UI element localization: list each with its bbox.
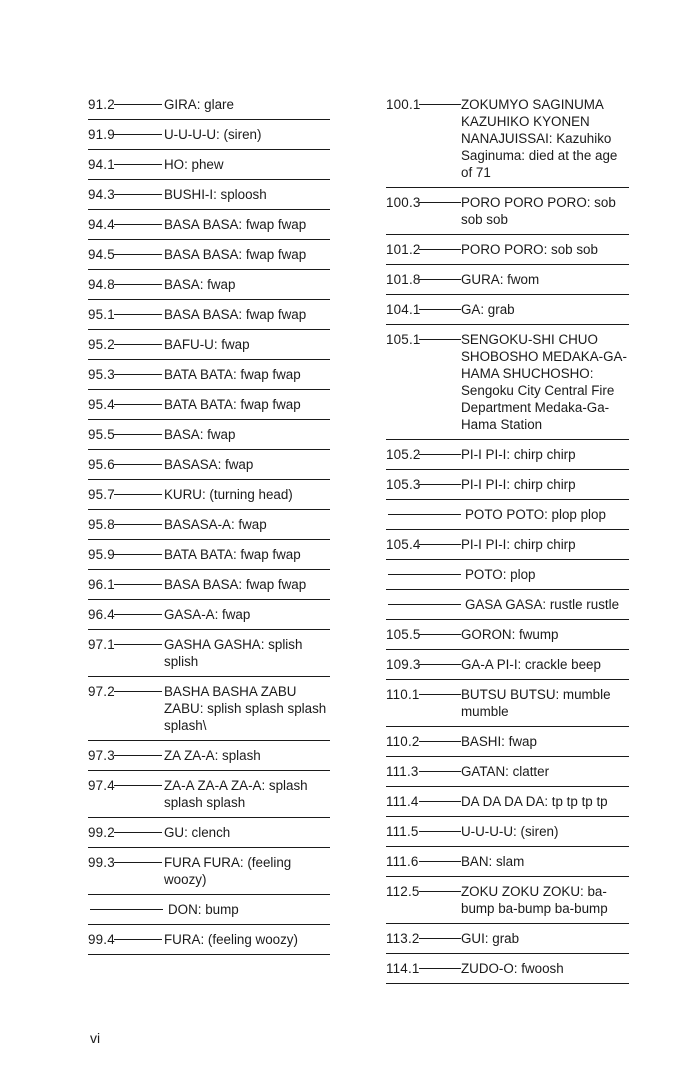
sound-effect-translation: BASA: fwap (164, 427, 236, 442)
panel-reference: 95.2 (88, 337, 115, 352)
panel-reference: 94.8 (88, 277, 115, 292)
panel-reference: 97.4 (88, 778, 115, 793)
sound-effect-translation: PORO PORO PORO: sob sob sob (461, 195, 616, 227)
sound-effect-translation: GASA-A: fwap (164, 607, 251, 622)
panel-reference: 111.5 (386, 824, 419, 839)
leader-line (114, 785, 162, 786)
sound-effect-translation: U-U-U-U: (siren) (461, 824, 559, 839)
glossary-entry (88, 540, 330, 570)
glossary-entry (88, 420, 330, 450)
sound-effect-translation: ZA ZA-A: splash (164, 748, 261, 763)
leader-line (114, 404, 162, 405)
glossary-entry (88, 360, 330, 390)
panel-reference: 95.5 (88, 427, 115, 442)
panel-reference: 95.7 (88, 487, 115, 502)
sound-effect-translation: PI-I PI-I: chirp chirp (461, 447, 576, 462)
sound-effect-translation: BATA BATA: fwap fwap (164, 367, 301, 382)
leader-line (114, 164, 162, 165)
leader-line (114, 254, 162, 255)
glossary-entry (386, 757, 629, 787)
leader-line (419, 861, 461, 862)
glossary-entry (88, 570, 330, 600)
leader-line (114, 104, 162, 105)
leader-line (114, 755, 162, 756)
glossary-entry (386, 650, 629, 680)
leader-line (388, 514, 461, 515)
sound-effect-translation: BASHI: fwap (461, 734, 537, 749)
leader-line (419, 741, 461, 742)
leader-line (114, 494, 162, 495)
sound-effect-translation: GASA GASA: rustle rustle (465, 597, 620, 612)
glossary-entry (386, 500, 629, 530)
leader-line (114, 939, 162, 940)
sound-effect-translation: GATAN: clatter (461, 764, 550, 779)
sound-effect-translation: GUI: grab (461, 931, 520, 946)
sound-effect-translation: BASA BASA: fwap fwap (164, 217, 307, 232)
leader-line (114, 832, 162, 833)
sound-effect-translation: ZOKU ZOKU ZOKU: ba-bump ba-bump ba-bump (461, 884, 608, 916)
panel-reference: 104.1 (386, 302, 421, 317)
glossary-entry (88, 300, 330, 330)
sound-effect-translation: BASA BASA: fwap fwap (164, 247, 307, 262)
glossary-entry (386, 188, 629, 235)
glossary-entry (88, 895, 330, 925)
sound-effect-translation: BASASA-A: fwap (164, 517, 267, 532)
sound-effect-translation: ZOKUMYO SAGINUMA KAZUHIKO KYONEN NANAJUISSAI: Kazuhiko Saginuma: died at the age of 71 (461, 97, 618, 180)
leader-line (114, 344, 162, 345)
sound-effect-translation: ZA-A ZA-A ZA-A: splash splash splash (164, 778, 308, 810)
sound-effect-translation: FURA: (feeling woozy) (164, 932, 298, 947)
sound-effect-translation: HO: phew (164, 157, 224, 172)
sound-effect-translation: GU: clench (164, 825, 231, 840)
sound-effect-translation: POTO: plop (465, 567, 536, 582)
leader-line (419, 309, 461, 310)
leader-line (114, 374, 162, 375)
leader-line (388, 574, 461, 575)
panel-reference: 110.1 (386, 687, 420, 702)
panel-reference: 113.2 (386, 931, 420, 946)
glossary-entry (88, 390, 330, 420)
glossary-entry (88, 270, 330, 300)
leader-line (90, 909, 163, 910)
panel-reference: 94.5 (88, 247, 115, 262)
glossary-entry (88, 330, 330, 360)
leader-line (114, 614, 162, 615)
leader-line (114, 464, 162, 465)
panel-reference: 111.3 (386, 764, 419, 779)
glossary-entry (88, 600, 330, 630)
panel-reference: 96.1 (88, 577, 115, 592)
leader-line (114, 314, 162, 315)
sound-effect-translation: DA DA DA DA: tp tp tp tp (461, 794, 608, 809)
leader-line (114, 644, 162, 645)
page-number: vi (90, 1030, 101, 1046)
panel-reference: 91.2 (88, 97, 115, 112)
sound-effect-translation: PI-I PI-I: chirp chirp (461, 537, 576, 552)
glossary-entry (386, 620, 629, 650)
leader-line (114, 194, 162, 195)
glossary-entry (386, 235, 629, 265)
glossary-entry (386, 680, 629, 727)
panel-reference: 100.3 (386, 195, 421, 210)
leader-line (114, 584, 162, 585)
panel-reference: 91.9 (88, 127, 115, 142)
glossary-entry (88, 677, 330, 741)
panel-reference: 97.3 (88, 748, 115, 763)
panel-reference: 111.4 (386, 794, 419, 809)
panel-reference: 95.4 (88, 397, 115, 412)
leader-line (419, 484, 461, 485)
leader-line (419, 454, 461, 455)
sound-effect-translation: BAN: slam (461, 854, 525, 869)
sound-effect-translation: GA: grab (461, 302, 515, 317)
sound-effect-translation: BASA: fwap (164, 277, 236, 292)
panel-reference: 114.1 (386, 961, 420, 976)
sound-effect-translation: PI-I PI-I: chirp chirp (461, 477, 576, 492)
leader-line (419, 664, 461, 665)
panel-reference: 94.4 (88, 217, 115, 232)
panel-reference: 95.6 (88, 457, 115, 472)
sound-effect-translation: ZUDO-O: fwoosh (461, 961, 564, 976)
glossary-entry (88, 818, 330, 848)
sound-effect-translation: GASHA GASHA: splish splish (164, 637, 303, 669)
panel-reference: 99.3 (88, 855, 115, 870)
leader-line (419, 544, 461, 545)
sound-effect-translation: BASA BASA: fwap fwap (164, 577, 307, 592)
glossary-entry (88, 480, 330, 510)
panel-reference: 99.2 (88, 825, 115, 840)
glossary-entry (88, 120, 330, 150)
panel-reference: 105.1 (386, 332, 421, 347)
sound-effect-translation: U-U-U-U: (siren) (164, 127, 262, 142)
glossary-entry (88, 90, 330, 120)
panel-reference: 95.8 (88, 517, 115, 532)
glossary-entry (386, 817, 629, 847)
panel-reference: 105.5 (386, 627, 421, 642)
glossary-entry (386, 560, 629, 590)
leader-line (419, 694, 461, 695)
glossary-entry (386, 295, 629, 325)
panel-reference: 94.1 (88, 157, 115, 172)
sound-effect-translation: KURU: (turning head) (164, 487, 293, 502)
sound-effect-translation: GURA: fwom (461, 272, 540, 287)
leader-line (419, 634, 461, 635)
sound-effect-translation: BUTSU BUTSU: mumble mumble (461, 687, 611, 719)
sound-effect-translation: GA-A PI-I: crackle beep (461, 657, 601, 672)
glossary-entry (386, 954, 629, 984)
glossary-entry (386, 530, 629, 560)
glossary-entry (88, 150, 330, 180)
glossary-entry (386, 727, 629, 757)
glossary-entry (88, 210, 330, 240)
sound-effect-translation: POTO POTO: plop plop (465, 507, 606, 522)
leader-line (114, 434, 162, 435)
glossary-entry (386, 787, 629, 817)
glossary-entry (88, 925, 330, 955)
panel-reference: 96.4 (88, 607, 115, 622)
right-column (386, 90, 629, 984)
glossary-entry (88, 741, 330, 771)
sound-effect-translation: BASHA BASHA ZABU ZABU: splish splash splash splash\ (164, 684, 327, 733)
leader-line (419, 968, 461, 969)
leader-line (419, 771, 461, 772)
glossary-entry (88, 180, 330, 210)
sound-effect-translation: BASA BASA: fwap fwap (164, 307, 307, 322)
leader-line (114, 224, 162, 225)
leader-line (388, 604, 461, 605)
leader-line (419, 104, 461, 105)
leader-line (419, 938, 461, 939)
panel-reference: 111.6 (386, 854, 419, 869)
sound-effect-translation: BAFU-U: fwap (164, 337, 250, 352)
panel-reference: 109.3 (386, 657, 421, 672)
sound-effect-translation: DON: bump (168, 902, 239, 917)
panel-reference: 101.8 (386, 272, 421, 287)
sound-effect-translation: BATA BATA: fwap fwap (164, 547, 301, 562)
sound-effect-translation: SENGOKU-SHI CHUO SHOBOSHO MEDAKA-GA-HAMA SHUCHOSHO: Sengoku City Central Fire Department Medaka-Ga-Hama Station (461, 332, 627, 432)
leader-line (114, 284, 162, 285)
glossary-entry (88, 848, 330, 895)
panel-reference: 99.4 (88, 932, 115, 947)
left-column (88, 90, 330, 955)
glossary-entry (88, 240, 330, 270)
leader-line (114, 134, 162, 135)
panel-reference: 105.2 (386, 447, 421, 462)
panel-reference: 100.1 (386, 97, 421, 112)
panel-reference: 101.2 (386, 242, 421, 257)
panel-reference: 95.3 (88, 367, 115, 382)
leader-line (114, 691, 162, 692)
leader-line (114, 862, 162, 863)
panel-reference: 105.3 (386, 477, 421, 492)
sound-effect-translation: GIRA: glare (164, 97, 234, 112)
panel-reference: 110.2 (386, 734, 420, 749)
panel-reference: 95.1 (88, 307, 115, 322)
glossary-entry (88, 450, 330, 480)
panel-reference: 95.9 (88, 547, 115, 562)
glossary-entry (386, 440, 629, 470)
sound-effect-translation: BASASA: fwap (164, 457, 254, 472)
leader-line (419, 801, 461, 802)
glossary-entry (386, 877, 629, 924)
leader-line (114, 554, 162, 555)
glossary-entry (386, 90, 629, 188)
glossary-entry (386, 847, 629, 877)
leader-line (419, 891, 461, 892)
glossary-entry (386, 325, 629, 440)
glossary-entry (88, 510, 330, 540)
leader-line (419, 249, 461, 250)
sound-effect-translation: PORO PORO: sob sob (461, 242, 598, 257)
panel-reference: 97.1 (88, 637, 115, 652)
glossary-entry (386, 470, 629, 500)
sound-effect-translation: GORON: fwump (461, 627, 559, 642)
sound-effect-translation: FURA FURA: (feeling woozy) (164, 855, 292, 887)
glossary-entry (386, 265, 629, 295)
glossary-entry (386, 590, 629, 620)
leader-line (419, 202, 461, 203)
panel-reference: 105.4 (386, 537, 421, 552)
leader-line (419, 279, 461, 280)
leader-line (419, 339, 461, 340)
sound-effect-translation: BUSHI-I: sploosh (164, 187, 267, 202)
panel-reference: 112.5 (386, 884, 420, 899)
glossary-entry (88, 771, 330, 818)
glossary-entry (88, 630, 330, 677)
panel-reference: 94.3 (88, 187, 115, 202)
panel-reference: 97.2 (88, 684, 115, 699)
sound-effect-translation: BATA BATA: fwap fwap (164, 397, 301, 412)
glossary-entry (386, 924, 629, 954)
leader-line (419, 831, 461, 832)
leader-line (114, 524, 162, 525)
